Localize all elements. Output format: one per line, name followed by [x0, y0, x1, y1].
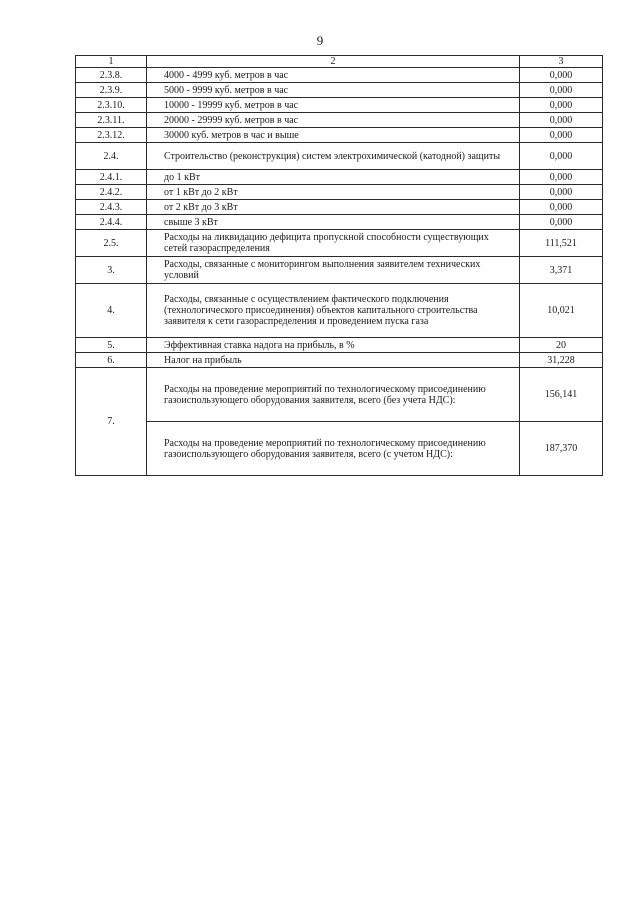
table-header-row: [76, 56, 603, 68]
row-value: 111,521: [520, 230, 603, 257]
row-value: 10,021: [520, 284, 603, 338]
row-value: 3,371: [520, 257, 603, 284]
row-value: 187,370: [520, 422, 603, 476]
row-number: 2.3.9.: [76, 83, 147, 98]
table-row: [76, 113, 603, 128]
row-description: от 2 кВт до 3 кВт: [147, 200, 520, 215]
row-value: 0,000: [520, 185, 603, 200]
row-number: 2.3.10.: [76, 98, 147, 113]
table-row: [76, 68, 603, 83]
table-row: [76, 185, 603, 200]
table-row: [76, 215, 603, 230]
row-value: 0,000: [520, 170, 603, 185]
row-description: свыше 3 кВт: [147, 215, 520, 230]
row-description: Расходы, связанные с мониторингом выполнения заявителем технических условий: [147, 257, 520, 284]
table-row: [76, 83, 603, 98]
page-number: 9: [316, 33, 324, 48]
row-number: 2.3.8.: [76, 68, 147, 83]
table-row: [76, 422, 603, 476]
row-number: 6.: [76, 353, 147, 368]
table-row: [76, 128, 603, 143]
table-row: [76, 284, 603, 338]
row-number: 2.4.2.: [76, 185, 147, 200]
column-header-3: 3: [520, 56, 603, 68]
tariff-table: [75, 55, 603, 476]
row-description: 5000 - 9999 куб. метров в час: [147, 83, 520, 98]
row-description: 30000 куб. метров в час и выше: [147, 128, 520, 143]
row-description: 4000 - 4999 куб. метров в час: [147, 68, 520, 83]
table-row: [76, 170, 603, 185]
row-value: 0,000: [520, 68, 603, 83]
table-row: [76, 257, 603, 284]
table-row: [76, 368, 603, 422]
row-value: 0,000: [520, 200, 603, 215]
row-description: Строительство (реконструкция) систем электрохимической (катодной) защиты: [147, 143, 520, 170]
row-value: 0,000: [520, 143, 603, 170]
table-row: [76, 143, 603, 170]
row-value: 31,228: [520, 353, 603, 368]
row-number: 2.3.11.: [76, 113, 147, 128]
row-description: 10000 - 19999 куб. метров в час: [147, 98, 520, 113]
row-number: 5.: [76, 338, 147, 353]
row-description: от 1 кВт до 2 кВт: [147, 185, 520, 200]
row-description: Расходы на ликвидацию дефицита пропускной способности существующих сетей газораспределения: [147, 230, 520, 257]
row-value: 20: [520, 338, 603, 353]
row-description: Расходы, связанные с осуществлением фактического подключения (технологического присоединения) объектов капитального строительства заявителя к сети газораспределения и проведением пуска газа: [147, 284, 520, 338]
row-value: 0,000: [520, 113, 603, 128]
table-row: [76, 200, 603, 215]
column-header-1: 1: [76, 56, 147, 68]
row-number: 2.4.1.: [76, 170, 147, 185]
row-value: 0,000: [520, 83, 603, 98]
row-number: 3.: [76, 257, 147, 284]
row-description: Эффективная ставка надога на прибыль, в %: [147, 338, 520, 353]
row-number: 2.4.3.: [76, 200, 147, 215]
row-number: 2.3.12.: [76, 128, 147, 143]
row-description: Расходы на проведение мероприятий по технологическому присоединению газоиспользующего оборудования заявителя, всего (с учетом НДС):: [147, 422, 520, 476]
row-number: 4.: [76, 284, 147, 338]
row-description: Налог на прибыль: [147, 353, 520, 368]
column-header-2: 2: [147, 56, 520, 68]
row-value: 0,000: [520, 215, 603, 230]
table-row: [76, 230, 603, 257]
row-value: 0,000: [520, 128, 603, 143]
row-value: 156,141: [520, 368, 603, 422]
table-row: [76, 353, 603, 368]
row-number: 2.5.: [76, 230, 147, 257]
row-number: 7.: [76, 368, 147, 476]
row-description: Расходы на проведение мероприятий по технологическому присоединению газоиспользующего оборудования заявителя, всего (без учета НДС):: [147, 368, 520, 422]
row-description: 20000 - 29999 куб. метров в час: [147, 113, 520, 128]
row-description: до 1 кВт: [147, 170, 520, 185]
table-row: [76, 98, 603, 113]
table-row: [76, 338, 603, 353]
row-number: 2.4.4.: [76, 215, 147, 230]
row-number: 2.4.: [76, 143, 147, 170]
row-value: 0,000: [520, 98, 603, 113]
